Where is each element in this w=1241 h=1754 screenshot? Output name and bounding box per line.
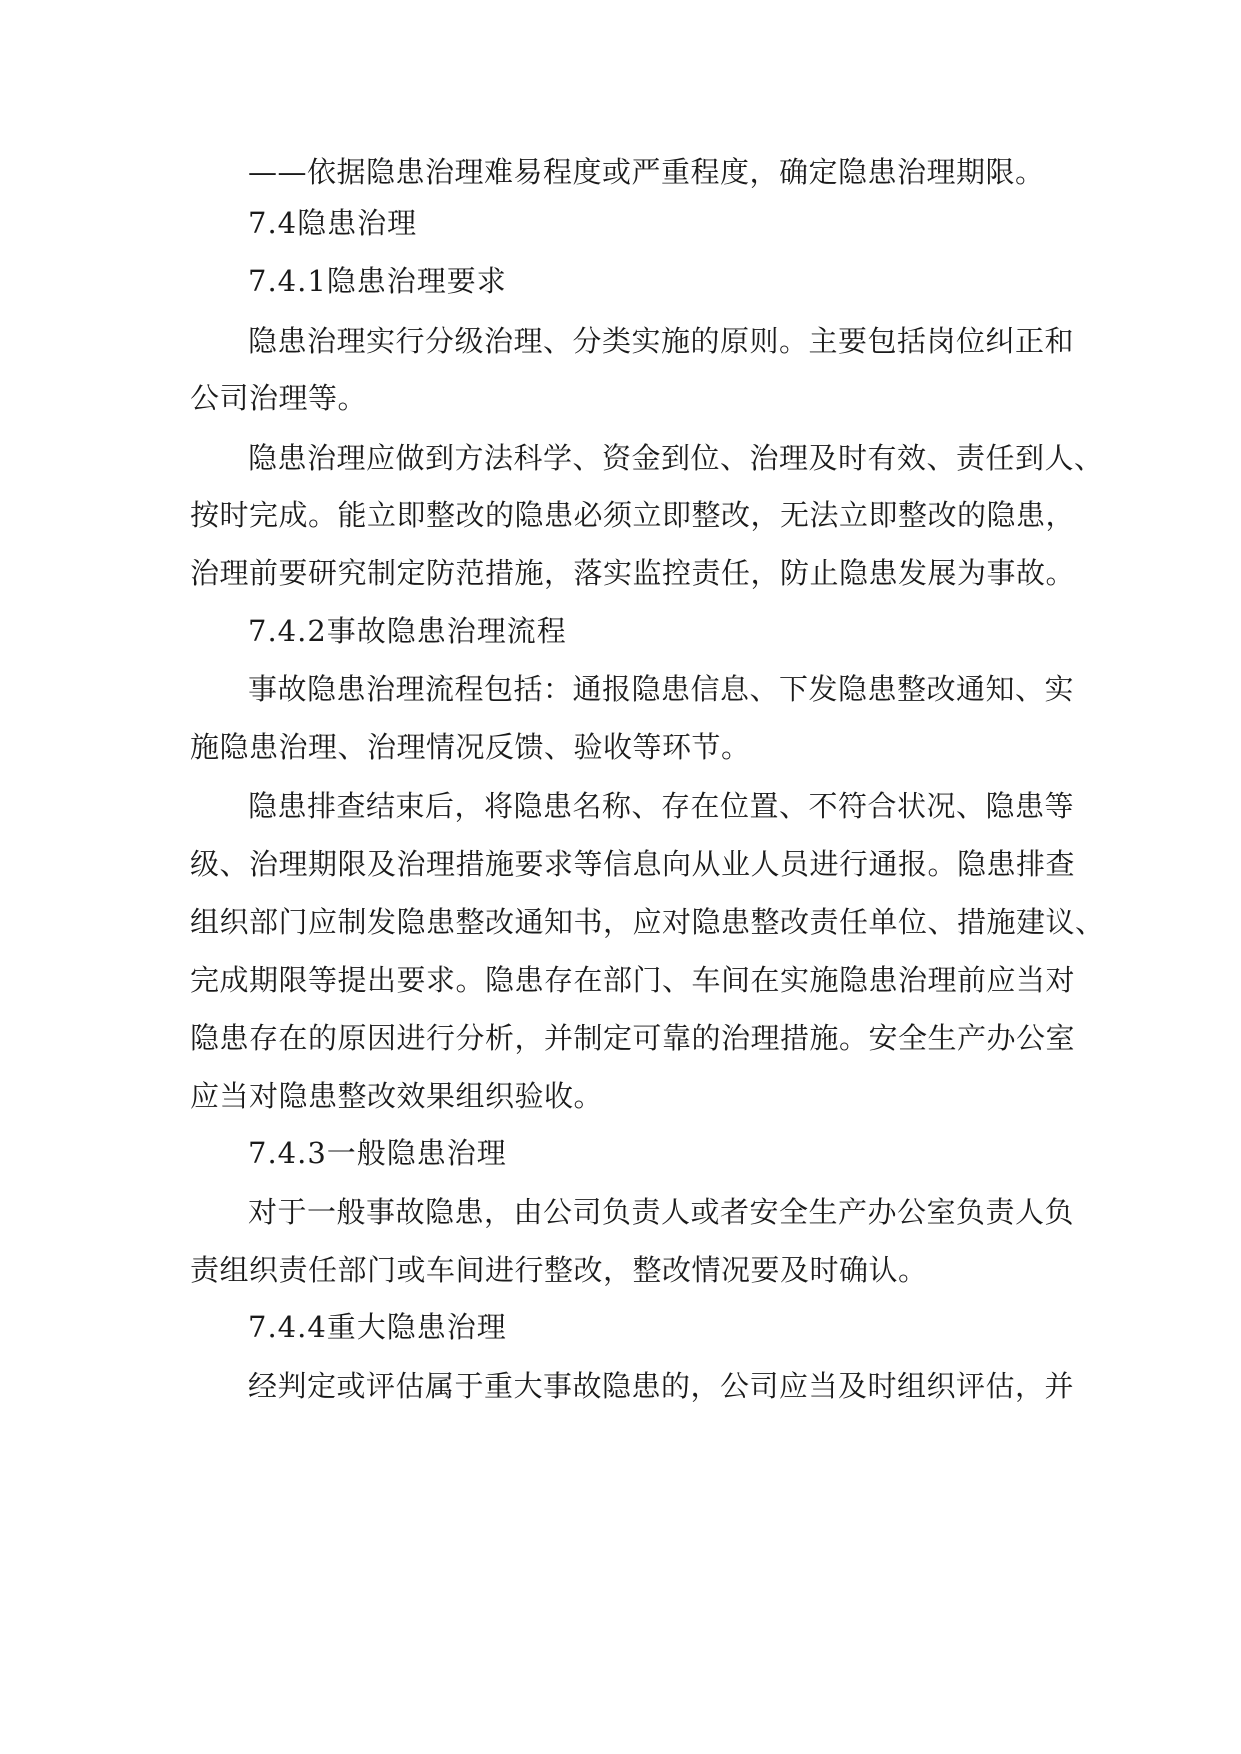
paragraph-line: 公司治理等。 [190, 381, 368, 415]
section-heading-7-4: 7.4隐患治理 [248, 206, 418, 240]
paragraph-line: 对于一般事故隐患，由公司负责人或者安全生产办公室负责人负 [248, 1195, 1075, 1229]
paragraph-line: 级、治理期限及治理措施要求等信息向从业人员进行通报。隐患排查 [190, 847, 1076, 881]
paragraph-line: 责组织责任部门或车间进行整改，整改情况要及时确认。 [190, 1253, 928, 1287]
paragraph-line: ——依据隐患治理难易程度或严重程度，确定隐患治理期限。 [248, 155, 1045, 189]
paragraph-line: 治理前要研究制定防范措施，落实监控责任，防止隐患发展为事故。 [190, 556, 1076, 590]
paragraph-line: 经判定或评估属于重大事故隐患的，公司应当及时组织评估，并 [248, 1369, 1075, 1403]
paragraph-line: 隐患治理应做到方法科学、资金到位、治理及时有效、责任到人、 [248, 441, 1104, 475]
paragraph-line: 隐患存在的原因进行分析，并制定可靠的治理措施。安全生产办公室 [190, 1021, 1076, 1055]
section-heading-7-4-2: 7.4.2事故隐患治理流程 [248, 614, 567, 648]
paragraph-line: 组织部门应制发隐患整改通知书，应对隐患整改责任单位、措施建议、 [190, 905, 1105, 939]
paragraph-line: 应当对隐患整改效果组织验收。 [190, 1079, 604, 1113]
section-heading-7-4-1: 7.4.1隐患治理要求 [248, 264, 507, 298]
paragraph-line: 施隐患治理、治理情况反馈、验收等环节。 [190, 730, 751, 764]
section-heading-7-4-3: 7.4.3一般隐患治理 [248, 1136, 507, 1170]
paragraph-line: 完成期限等提出要求。隐患存在部门、车间在实施隐患治理前应当对 [190, 963, 1076, 997]
paragraph-line: 隐患排查结束后，将隐患名称、存在位置、不符合状况、隐患等 [248, 789, 1075, 823]
paragraph-line: 事故隐患治理流程包括：通报隐患信息、下发隐患整改通知、实 [248, 672, 1075, 706]
paragraph-line: 按时完成。能立即整改的隐患必须立即整改，无法立即整改的隐患， [190, 498, 1076, 532]
section-heading-7-4-4: 7.4.4重大隐患治理 [248, 1310, 507, 1344]
paragraph-line: 隐患治理实行分级治理、分类实施的原则。主要包括岗位纠正和 [248, 324, 1075, 358]
